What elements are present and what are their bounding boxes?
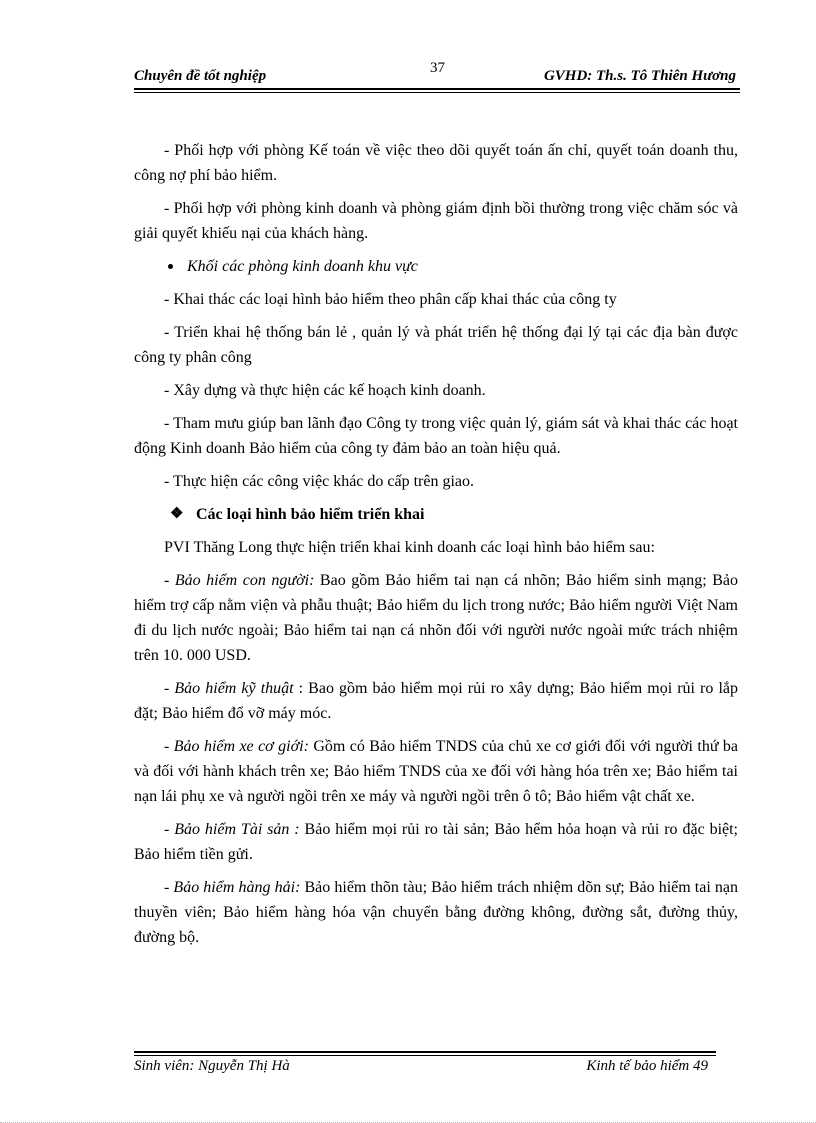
term-label: - Bảo hiểm Tài sản : (164, 821, 300, 838)
paragraph: - Triển khai hệ thống bán lẻ , quản lý và phát triển hệ thống đại lý tại các địa bàn được công ty phân công (134, 324, 738, 366)
section-heading-text: Các loại hình bảo hiểm triển khai (196, 506, 425, 523)
bullet-icon (168, 264, 173, 269)
footer-rule-thin (134, 1055, 716, 1056)
header-rule-thin (134, 92, 740, 93)
term-text: Bao gồm Bảo hiểm tai nạn cá nhõn; Bảo hiểm sinh mạng; Bảo hiểm trợ cấp nằm viện và phẫu thuật; Bảo hiểm du lịch trong nước; Bảo hiểm người Việt Nam đi du lịch nước ngoài; Bảo hiểm tai nạn cá nhõn đối với người nước ngoài mức trách nhiệm trên 10. 000 USD. (134, 572, 739, 664)
term-label: - Bảo hiểm xe cơ giới: (164, 738, 309, 755)
term-text: Bảo hiểm thõn tàu; Bảo hiểm trách nhiệm dõn sự; Bảo hiểm tai nạn thuyền viên; Bảo hiểm hàng hóa vận chuyển bằng đường không, đường sắt, đường thủy, đường bộ. (134, 879, 739, 946)
paragraph: - Xây dựng và thực hiện các kế hoạch kinh doanh. (164, 382, 486, 399)
paragraph: - Tham mưu giúp ban lãnh đạo Công ty trong việc quản lý, giám sát và khai thác các hoạt động Kinh doanh Bảo hiểm của công ty đảm bảo an toàn hiệu quả. (134, 415, 738, 457)
term-label: - Bảo hiểm hàng hải: (164, 879, 301, 896)
page-number: 37 (430, 60, 445, 76)
bullet-heading (134, 254, 738, 279)
paragraph-ky-thuat (134, 676, 738, 726)
footer-course: Kinh tế bảo hiểm 49 (586, 1058, 708, 1074)
term-text: Gồm có Bảo hiểm TNDS của chủ xe cơ giới đối với người thứ ba và đối với hành khách trên xe; Bảo hiểm TNDS của xe đối với hàng hóa trên xe; Bảo hiểm tai nạn lái phụ xe và người ngồi trên xe máy và người ngồi trên ô tô; Bảo hiểm vật chất xe. (134, 738, 739, 805)
header-rule-thick (134, 88, 740, 90)
header-right-supervisor: GVHD: Th.s. Tô Thiên Hương (543, 68, 736, 84)
section-heading (134, 502, 738, 527)
footer-rule-thick (134, 1051, 716, 1053)
paragraph-xe-co-gioi (134, 734, 738, 809)
term-text: Bảo hiểm mọi rủi ro tài sản; Bảo hểm hỏa hoạn và rủi ro đặc biệt; Bảo hiểm tiền gửi. (134, 821, 739, 863)
footer-student: Sinh viên: Nguyễn Thị Hà (134, 1058, 290, 1074)
paragraph-con-nguoi (134, 568, 738, 668)
paragraph: - Phối hợp với phòng Kế toán về việc theo dõi quyết toán ấn chỉ, quyết toán doanh thu, công nợ phí bảo hiểm. (134, 142, 738, 184)
paragraph: PVI Thăng Long thực hiện triển khai kinh doanh các loại hình bảo hiểm sau: (164, 539, 655, 556)
header-left-title: Chuyên đề tốt nghiệp (134, 68, 267, 84)
term-text: : Bao gồm bảo hiểm mọi rủi ro xây dựng; Bảo hiểm mọi rủi ro lắp đặt; Bảo hiểm đổ vỡ máy móc. (134, 680, 739, 722)
page-body (134, 138, 738, 958)
page-header (134, 60, 738, 90)
paragraph: - Khai thác các loại hình bảo hiểm theo phân cấp khai thác của công ty (164, 291, 617, 308)
paragraph: - Phối hợp với phòng kinh doanh và phòng giám định bồi thường trong việc chăm sóc và giải quyết khiếu nại của khách hàng. (134, 200, 738, 242)
paragraph: - Thực hiện các công việc khác do cấp trên giao. (164, 473, 475, 490)
term-label: - Bảo hiểm con người: (164, 572, 315, 589)
term-label: - Bảo hiểm kỹ thuật (164, 680, 294, 697)
bullet-heading-text: Khối các phòng kinh doanh khu vực (187, 258, 418, 275)
diamond-bullet-icon: ❖ (170, 506, 184, 522)
paragraph-tai-san (134, 817, 738, 867)
paragraph-hang-hai (134, 875, 738, 950)
